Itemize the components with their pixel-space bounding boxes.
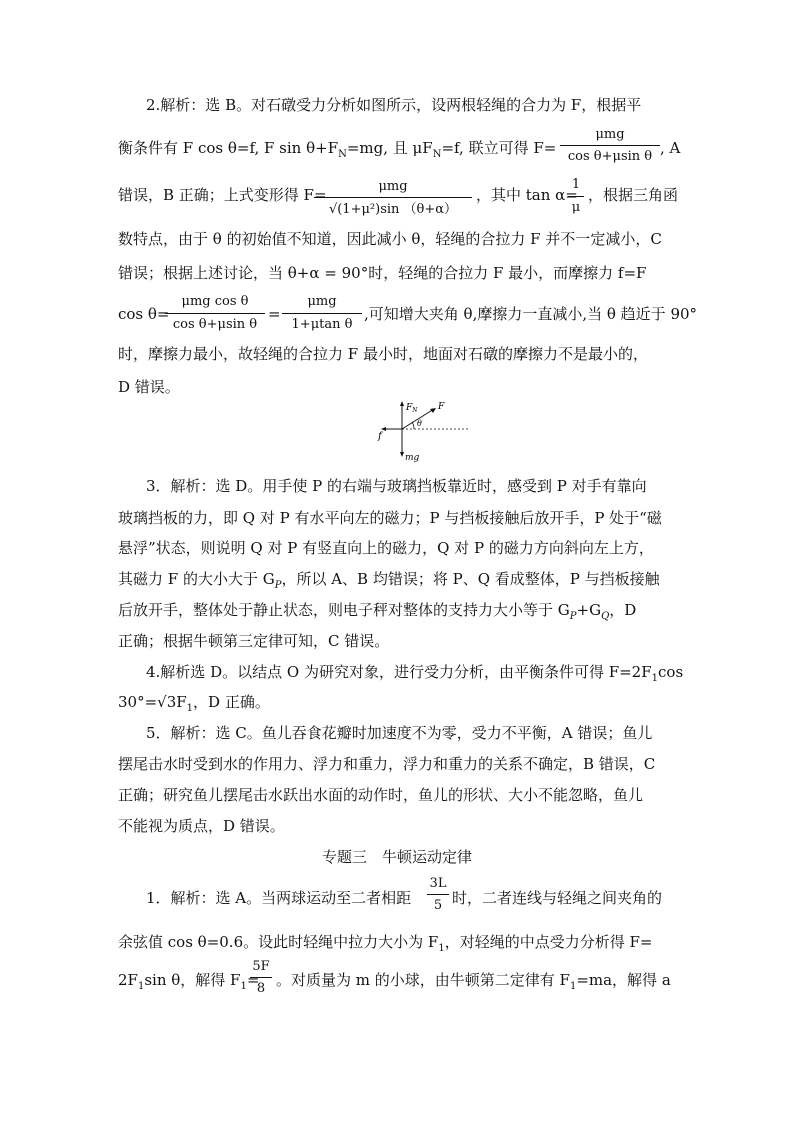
s2-line-3-mid: ，其中 tan α= (476, 186, 578, 204)
fraction-1-numerator: μmg (595, 127, 625, 142)
s3-line-3: 悬浮”状态，则说明 Q 对 P 有竖直向上的磁力，Q 对 P 的磁力方向斜向左上方， (118, 539, 654, 557)
chapter-heading: 专题三 牛顿运动定律 (321, 848, 472, 866)
subscript: P (569, 611, 577, 622)
fraction-1-bar (560, 145, 660, 146)
fraction-5-numerator: μmg (307, 294, 337, 309)
fraction-2-numerator: μmg (378, 179, 408, 194)
fraction-3-bar (568, 196, 584, 197)
s3-line-5-part-c: ，D (609, 601, 637, 619)
s4-line-1-part-b: cos (658, 663, 684, 681)
s5-line-1: 5．解析：选 C。鱼儿吞食花瓣时加速度不为零，受力不平衡，A 错误；鱼儿 (146, 724, 653, 742)
s2-line-2-part-b: =mg, 且 μF (346, 139, 433, 157)
theta-label: θ (417, 419, 422, 428)
subscript: 1 (651, 673, 659, 684)
t1-line-1: 1．解析：选 A。当两球运动至二者相距 (146, 889, 412, 907)
fraction-4-denominator: cos θ+μsin θ (172, 317, 258, 332)
s5-line-4: 不能视为质点，D 错误。 (118, 817, 285, 835)
mg-arrowhead (400, 452, 404, 457)
s2-line-6-end: ,可知增大夹角 θ,摩擦力一直减小,当 θ 趋近于 90° (364, 305, 698, 323)
subscript: P (274, 580, 282, 591)
fraction-2-denominator: √(1+μ²)sin （θ+α） (328, 202, 458, 217)
subscript: Q (601, 611, 610, 622)
s3-line-1: 3．解析：选 D。用手使 P 的右端与玻璃挡板靠近时，感受到 P 对手有靠向 (146, 477, 647, 495)
force-diagram (370, 398, 480, 464)
subscript: N (338, 149, 347, 160)
s4-line-1 (146, 665, 683, 684)
f-arrowhead (381, 427, 386, 431)
fraction-7-numerator: 5F (252, 959, 270, 974)
t1-line-2-part-b: ，对轻绳的中点受力分析得 F= (444, 933, 653, 951)
t1-line-1-end: 时，二者连线与轻绳之间夹角的 (452, 889, 663, 907)
s3-line-4-part-b: ，所以 A、B 均错误；将 P、Q 看成整体，P 与挡板接触 (281, 570, 660, 588)
weight-label: mg (405, 453, 420, 463)
s4-line-2-part-a: 30°=√3F (118, 693, 187, 711)
fraction-6-numerator: 3L (429, 876, 447, 891)
subscript: 1 (438, 943, 445, 954)
s2-line-2-part-a: 衡条件有 F cos θ=f, F sin θ+F (118, 139, 339, 157)
fraction-2-bar (314, 197, 472, 198)
t1-line-2-part-a: 余弦值 cos θ=0.6。设此时轻绳中拉力大小为 F (118, 933, 439, 951)
s4-line-1-part-a: 4.解析选 D。以结点 O 为研究对象，进行受力分析，由平衡条件可得 F=2F (146, 663, 652, 681)
s5-line-2: 摆尾击水时受到水的作用力、浮力和重力，浮力和重力的关系不确定，B 错误，C (118, 755, 656, 773)
s3-line-6: 正确；根据牛顿第三定律可知，C 错误。 (118, 632, 390, 650)
s3-line-5-part-b: +G (576, 601, 602, 619)
fraction-7-bar (250, 977, 272, 978)
t1-line-3-part-c: = (246, 971, 260, 989)
s3-line-5 (118, 603, 636, 622)
fraction-3-denominator: μ (571, 200, 581, 215)
fraction-7-denominator: 8 (256, 981, 266, 996)
s2-line-1: 2.解析：选 B。对石礅受力分析如图所示，设两根轻绳的合力为 F，根据平 (146, 96, 642, 114)
fraction-5-denominator: 1+μtan θ (291, 317, 353, 332)
subscript: 1 (569, 981, 577, 992)
fn-label: $F_N$ (406, 403, 418, 414)
s3-line-4 (118, 572, 660, 591)
fraction-5-bar (282, 313, 362, 314)
t1-line-3-part-d: 。对质量为 m 的小球，由牛顿第二定律有 F (276, 971, 570, 989)
tension-label: F (438, 402, 445, 412)
subscript: 1 (137, 981, 145, 992)
t1-line-3-part-b: sin θ，解得 F (144, 971, 241, 989)
t1-line-3-part-e: =ma，解得 a (576, 971, 671, 989)
subscript: 1 (186, 703, 194, 714)
s2-line-7: 时，摩擦力最小，故轻绳的合拉力 F 最小时，地面对石礅的摩擦力不是最小的， (118, 345, 648, 363)
s5-line-3: 正确；研究鱼儿摆尾击水跃出水面的动作时，鱼儿的形状、大小不能忽略，鱼儿 (118, 786, 644, 804)
s4-line-2-part-b: ，D 正确。 (193, 693, 270, 711)
s2-line-6-eq: = (268, 305, 281, 323)
s2-line-8: D 错误。 (118, 378, 180, 396)
s2-line-3-end: ，根据三角函 (588, 186, 679, 204)
subscript: N (432, 149, 442, 160)
fraction-6-bar (427, 894, 449, 895)
s3-line-4-part-a: 其磁力 F 的大小大于 G (118, 570, 275, 588)
s2-line-2-part-c: =f, 联立可得 F= (441, 139, 557, 157)
s2-line-6: cos θ= (118, 305, 170, 323)
fraction-4-bar (165, 313, 265, 314)
fraction-3-numerator: 1 (571, 177, 581, 192)
s2-line-5: 错误；根据上述讨论，当 θ+α = 90°时，轻绳的合拉力 F 最小，而摩擦力 f=F (118, 264, 647, 282)
friction-label: f (378, 431, 382, 442)
s3-line-5-part-a: 后放开手，整体处于静止状态，则电子秤对整体的支持力大小等于 G (118, 601, 570, 619)
fraction-1-denominator: cos θ+μsin θ (567, 149, 653, 164)
t1-line-3 (118, 973, 259, 992)
fraction-6-denominator: 5 (433, 898, 443, 913)
subscript: 1 (240, 981, 247, 992)
s3-line-2: 玻璃挡板的力，即 Q 对 P 有水平向左的磁力；P 与挡板接触后放开手，P 处于“磁 (118, 509, 662, 527)
s2-line-2 (118, 141, 556, 160)
fraction-4-numerator: μmg cos θ (181, 294, 249, 309)
theta-arc (412, 422, 414, 429)
s4-line-2 (118, 695, 270, 714)
fn-arrowhead (400, 401, 404, 406)
t1-line-2 (118, 935, 652, 954)
s2-line-2-end: , A (660, 139, 681, 157)
t1-line-3-part-a: 2F (118, 971, 138, 989)
s2-line-3: 错误，B 正确；上式变形得 F= (118, 186, 327, 204)
s2-line-4: 数特点，由于 θ 的初始值不知道，因此减小 θ，轻绳的合拉力 F 并不一定减小，C (118, 230, 662, 248)
t1-line-3-end (276, 973, 671, 992)
